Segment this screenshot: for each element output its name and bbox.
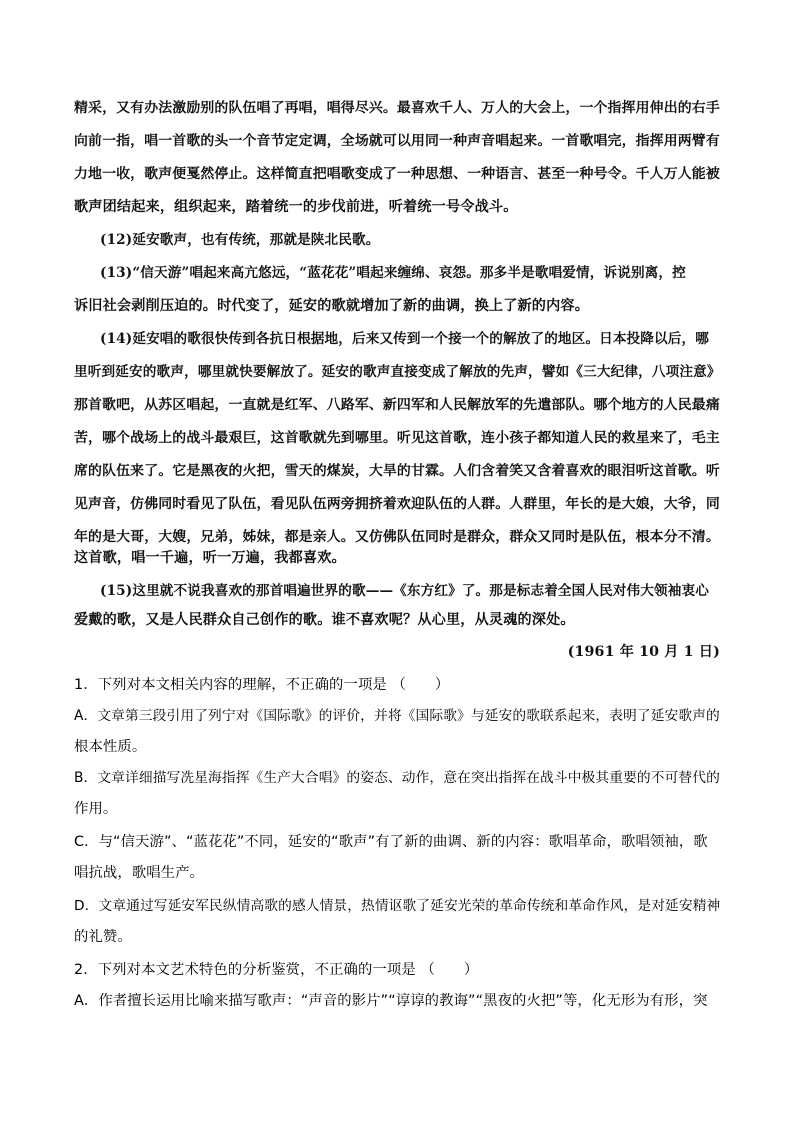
passage-line: 力地一收，歌声便戛然停止。这样简直把唱歌变成了一种思想、一种语言、甚至一种号令。千人万人能被 [74,166,720,182]
passage-line: 里听到延安的歌声，哪里就快要解放了。延安的歌声直接变成了解放的先声，譬如《三大纪律，八项注意》 [74,364,721,380]
passage-line: 那首歌吧，从苏区唱起，一直就是红军、八路军、新四军和人民解放军的先遣部队。哪个地方的人民最痛 [74,397,720,413]
question-2-option-a: A．作者擅长运用比喻来描写歌声：“声音的影片”“谆谆的教诲”“黑夜的火把”等，化无形为有形，突 [74,993,708,1009]
question-1-option-c: 唱抗战，歌唱生产。 [74,865,205,881]
question-1-option-b: 作用。 [74,801,118,817]
passage-line: 诉旧社会剥削压迫的。时代变了，延安的歌就增加了新的曲调，换上了新的内容。 [74,298,590,314]
passage-date: (1961 年 10 月 1 日) [567,644,720,660]
passage-line: (14)延安唱的歌很快传到各抗日根据地，后来又传到一个接一个的解放了的地区。日本投降以后，哪 [100,331,709,347]
question-1-option-d: 的礼赞。 [74,929,132,945]
question-1-option-b: B．文章详细描写冼星海指挥《生产大合唱》的姿态、动作，意在突出指挥在战斗中极其重要的不可替代的 [74,770,720,786]
question-1-option-a: A．文章第三段引用了列宁对《国际歌》的评价，并将《国际歌》与延安的歌联系起来，表明了延安歌声的 [74,708,720,724]
passage-line: 精采，又有办法激励别的队伍唱了再唱，唱得尽兴。最喜欢千人、万人的大会上，一个指挥用伸出的右手 [74,100,720,116]
passage-line: 席的队伍来了。它是黑夜的火把，雪天的煤炭，大旱的甘霖。人们含着笑又含着喜欢的眼泪听这首歌。听 [74,463,720,479]
question-1-option-c: C．与“信天游”、“蓝花花”不同，延安的“歌声”有了新的曲调、新的内容：歌唱革命，歌唱领袖，歌 [74,834,708,850]
passage-line: 苦，哪个战场上的战斗最艰巨，这首歌就先到哪里。听见这首歌，连小孩子都知道人民的救星来了，毛主 [74,430,720,446]
passage-line: 歌声团结起来，组织起来，踏着统一的步伐前进，听着统一号令战斗。 [74,199,518,215]
question-1-stem: 1．下列对本文相关内容的理解，不正确的一项是 （ ） [74,677,450,693]
passage-line: 爱戴的歌，又是人民群众自己创作的歌。谁不喜欢呢？从心里，从灵魂的深处。 [74,612,575,628]
passage-line: 见声音，仿佛同时看见了队伍，看见队伍两旁拥挤着欢迎队伍的人群。人群里，年长的是大娘，大爷，同 [74,496,720,512]
question-1-option-d: D．文章通过写延安军民纵情高歌的感人情景，热情讴歌了延安光荣的革命传统和革命作风，是对延安精神 [74,898,721,914]
question-2-stem: 2．下列对本文艺术特色的分析鉴赏，不正确的一项是 （ ） [74,962,479,978]
passage-line: 年的是大哥，大嫂，兄弟，姊妹，都是亲人。又仿佛队伍同时是群众，群众又同时是队伍，根本分不清。 [74,529,720,545]
passage-line: 向前一指，唱一首歌的头一个音节定定调，全场就可以用同一种声音唱起来。一首歌唱完，指挥用两臂有 [74,133,720,149]
question-1-option-a: 根本性质。 [74,739,147,755]
passage-line: 这首歌，唱一千遍，听一万遍，我都喜欢。 [74,550,346,566]
passage-line: (12)延安歌声，也有传统，那就是陕北民歌。 [100,232,380,248]
passage-line: (13)“信天游”唱起来高亢悠远，“蓝花花”唱起来缠绵、哀怨。那多半是歌唱爱情，诉说别离，控 [100,265,686,281]
passage-line: (15)这里就不说我喜欢的那首唱遍世界的歌——《东方红》了。那是标志着全国人民对伟大领袖衷心 [100,583,709,599]
